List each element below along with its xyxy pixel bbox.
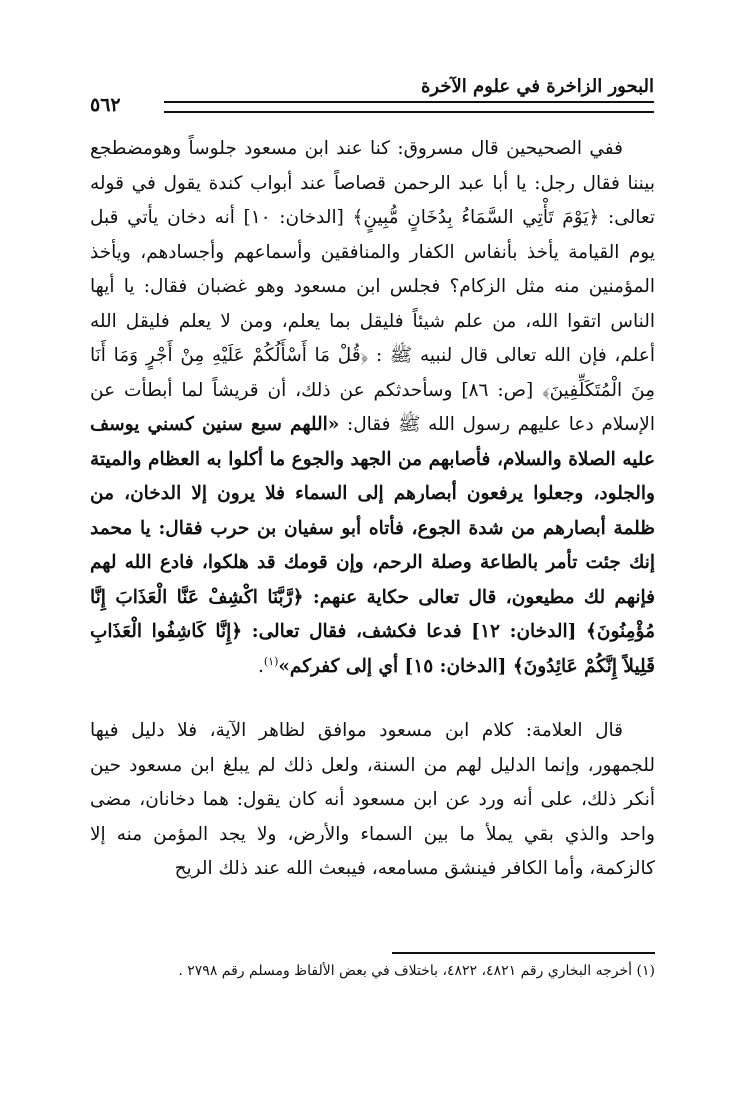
sentence-end: . xyxy=(257,655,264,677)
paragraph-allama-comment: قال العلامة: كلام ابن مسعود موافق لظاهر الآية، فلا دليل فيها للجمهور، وإنما الدليل لهم من السنة، ولعل ذلك لم يبلغ ابن مسعود حين أنكر ذلك، على أنه ورد عن ابن مسعود أنه كان يقول: هما دخانان، مضى واحد والذي بقي يملأ ما بين السماء والأرض، ولا يجد المؤمن منه إلا كالزكمة، وأما الكافر فينشق مسامعه، فيبعث الله عند ذلك الريح xyxy=(90,720,655,879)
main-text xyxy=(90,132,655,887)
running-header xyxy=(90,70,654,120)
header-double-rule xyxy=(164,101,654,113)
book-title: البحور الزاخرة في علوم الآخرة xyxy=(420,76,654,97)
narration-intro: ففي الصحيحين قال مسروق: كنا عند ابن مسعود جلوساً وهومضطجع بيننا فقال رجل: يا أبا عبد الرحمن قصاصاً عند أبواب كندة يقول في قوله تعالى: xyxy=(90,138,655,228)
page-number: ٥٦٢ xyxy=(90,94,121,116)
quran-verse-dukhan-15: ﴿إِنَّا كَاشِفُوا الْعَذَابِ قَلِيلاً إِنَّكُمْ عَائِدُونَ﴾ xyxy=(90,621,655,677)
verse-reference: [الدخان: ١٠] xyxy=(234,207,353,228)
footnote-marker: (١) xyxy=(263,654,279,668)
verse-reference: [ص: ٨٦] xyxy=(452,379,543,401)
narration-quraysh: وسأحدثكم عن ذلك، أن قريشاً لما أبطأت عن الإسلام دعا عليهم رسول الله ﷺ فقال: xyxy=(90,379,655,435)
paragraph-masruq-narration xyxy=(90,132,655,684)
hadith-text-continued: [الدخان: ١٢] فدعا فكشف، فقال تعالى: xyxy=(242,621,587,642)
quran-verse-sad-86: ﴿قُلْ مَا أَسْأَلُكُمْ عَلَيْهِ مِنْ أَجْرٍ وَمَا أَنَا مِنَ الْمُتَكَلِّفِينَ﴾ xyxy=(90,345,655,401)
hadith-text-end: [الدخان: ١٥] أي إلى كفركم» xyxy=(278,655,513,677)
footnote: (١) أخرجه البخاري رقم ٤٨٢١، ٤٨٢٢، باختلاف في بعض الألفاظ ومسلم رقم ٢٧٩٨ . xyxy=(178,963,655,979)
hadith-text: «اللهم سبع سنين كسني يوسف عليه الصلاة والسلام، فأصابهم من الجهد والجوع ما أكلوا به العظام والميتة والجلود، وجعلوا يرفعون أبصارهم إلى السماء فلا يرون إلا الدخان، من ظلمة أبصارهم من شدة الجوع، فأتاه أبو سفيان بن حرب فقال: يا محمد إنك جئت تأمر بالطاعة وصلة الرحم، وإن قومك قد هلكوا، فادع الله لهم فإنهم لك مطيعون، قال تعالى حكاية عنهم: xyxy=(90,414,655,608)
footnote-separator xyxy=(392,952,655,954)
quran-verse-dukhan-10: ﴿يَوْمَ تَأْتِي السَّمَاءُ بِدُخَانٍ مُّبِينٍ﴾ xyxy=(352,207,600,228)
narration-continued: أنه دخان يأتي قبل يوم القيامة يأخذ بأنفاس الكفار والمنافقين وأسماعهم وأجسادهم، ويأخذ المؤمنين منه مثل الزكام؟ فجلس ابن مسعود وهو غضبان فقال: يا أيها الناس اتقوا الله، من علم شيئاً فليقل بما يعلم، ومن لا يعلم فليقل الله أعلم، فإن الله تعالى قال لنبيه ﷺ : xyxy=(90,207,655,366)
quran-verse-dukhan-12: ﴿رَّبَّنَا اكْشِفْ عَنَّا الْعَذَابَ إِنَّا مُؤْمِنُونَ﴾ xyxy=(90,586,655,642)
